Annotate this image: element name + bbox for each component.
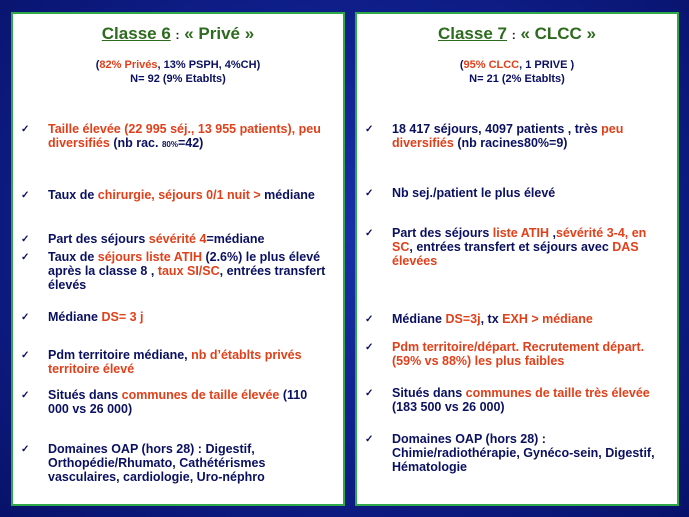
list-item: ✓ Domaines OAP (hors 28) : Chimie/radiothérapie, Gynéco-sein, Digestif, Hématologie <box>365 432 655 474</box>
checkmark-icon: ✓ <box>21 234 30 245</box>
list-item: ✓ Domaines OAP (hors 28) : Digestif, Orthopédie/Rhumato, Cathétérismes vasculaires, cardiologie, Uro-néphro <box>21 442 266 484</box>
checkmark-icon: ✓ <box>21 124 30 135</box>
class-subtitle: (82% Privés, 13% PSPH, 4%CH) N= 92 (9% Etablts) <box>95 59 261 85</box>
list-item: ✓ Situés dans communes de taille très élevée (183 500 vs 26 000) <box>365 386 650 414</box>
panel-header <box>13 24 343 86</box>
list-item: ✓ Part des séjours sévérité 4=médiane <box>21 232 265 246</box>
class-count: N= 21 (2% Etablts) <box>469 73 565 85</box>
list-item: ✓ Médiane DS=3j, tx EXH > médiane <box>365 312 593 326</box>
class-title <box>357 24 677 44</box>
checkmark-icon: ✓ <box>21 312 30 323</box>
class-number: Classe 6 <box>101 24 171 43</box>
list-item: ✓ Taille élevée (22 995 séj., 13 955 patients), peu diversifiés (nb rac. 80%=42) <box>21 122 321 150</box>
checkmark-icon: ✓ <box>365 314 374 325</box>
list-item: ✓ 18 417 séjours, 4097 patients , très peu diversifiés (nb racines80%=9) <box>365 122 624 150</box>
class-count: N= 92 (9% Etablts) <box>130 73 226 85</box>
checkmark-icon: ✓ <box>21 190 30 201</box>
class-number: Classe 7 <box>437 24 507 43</box>
list-item: ✓ Pdm territoire/départ. Recrutement départ. (59% vs 88%) les plus faibles <box>365 340 645 368</box>
checkmark-icon: ✓ <box>365 188 374 199</box>
panel-classe-7 <box>355 12 679 506</box>
checkmark-icon: ✓ <box>21 390 30 401</box>
class-title <box>13 24 343 44</box>
list-item: ✓ Médiane DS= 3 j <box>21 310 144 324</box>
checkmark-icon: ✓ <box>21 444 30 455</box>
class-subtitle: (95% CLCC, 1 PRIVE ) N= 21 (2% Etablts) <box>459 59 575 85</box>
list-item: ✓ Nb sej./patient le plus élevé <box>365 186 556 200</box>
checkmark-icon: ✓ <box>365 388 374 399</box>
list-item: ✓ Pdm territoire médiane, nb d’établts privés territoire élevé <box>21 348 302 376</box>
checkmark-icon: ✓ <box>21 252 30 263</box>
list-item: ✓ Taux de séjours liste ATIH (2.6%) le plus élevé après la classe 8 , taux SI/SC, entrées transfert élevés <box>21 250 326 292</box>
class-name: « CLCC » <box>520 24 597 43</box>
checkmark-icon: ✓ <box>365 124 374 135</box>
list-item: ✓ Taux de chirurgie, séjours 0/1 nuit > médiane <box>21 188 315 202</box>
list-item: ✓ Part des séjours liste ATIH ,sévérité 3-4, en SC, entrées transfert et séjours avec DAS élevées <box>365 226 647 268</box>
panel-classe-6 <box>11 12 345 506</box>
checkmark-icon: ✓ <box>365 342 374 353</box>
checkmark-icon: ✓ <box>21 350 30 361</box>
checkmark-icon: ✓ <box>365 434 374 445</box>
class-name: « Privé » <box>184 24 255 43</box>
title-separator: : <box>511 28 516 42</box>
list-item: ✓ Situés dans communes de taille élevée (110 000 vs 26 000) <box>21 388 308 416</box>
panel-header <box>357 24 677 86</box>
checkmark-icon: ✓ <box>365 228 374 239</box>
title-separator: : <box>175 28 180 42</box>
